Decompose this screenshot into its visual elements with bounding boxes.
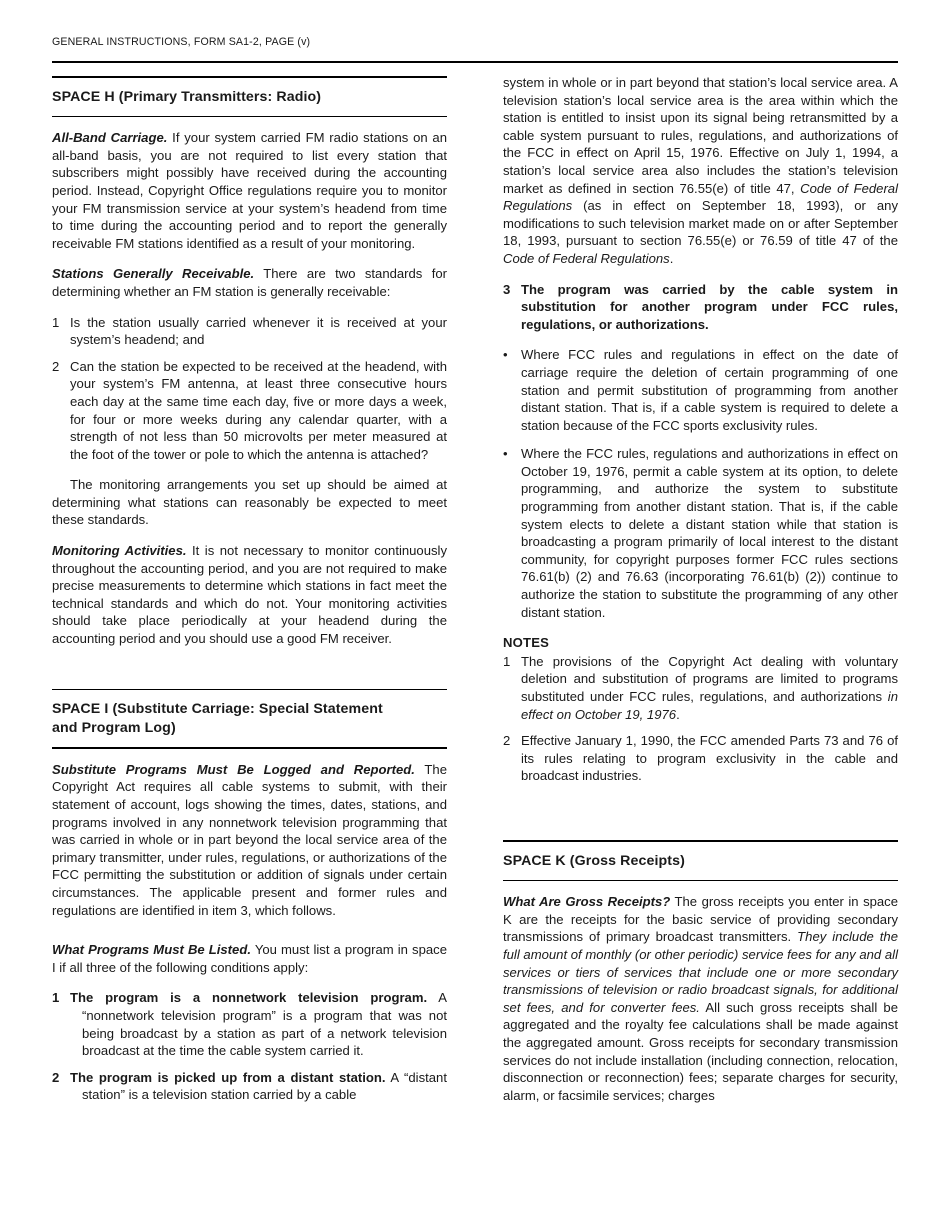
paragraph-what-programs-must-be-listed xyxy=(52,941,447,976)
text-continuation-part3: . xyxy=(669,250,674,266)
space-k-rule-top xyxy=(503,840,898,842)
space-k-title: SPACE K (Gross Receipts) xyxy=(503,852,685,869)
section-space-i xyxy=(52,689,447,749)
bullet-icon: • xyxy=(503,347,508,363)
list-text: Effective January 1, 1990, the FCC amended Parts 73 and 76 of its rules relating to program exclusivity in the cable and broadcast industries. xyxy=(521,733,898,784)
list-text: The program was carried by the cable system in substitution for another program under FCC rules, regulations, or authorizations. xyxy=(521,281,898,332)
list-marker: 1 xyxy=(503,653,511,669)
page-header: GENERAL INSTRUCTIONS, FORM SA1-2, PAGE (v) xyxy=(52,36,311,48)
section-space-k xyxy=(503,840,898,881)
space-i-title-line-2: and Program Log) xyxy=(52,720,176,737)
space-k-rule-bottom xyxy=(503,880,898,882)
list-item xyxy=(52,989,447,1059)
space-i-title-line-1: SPACE I (Substitute Carriage: Special Statement xyxy=(52,701,383,718)
space-i-rule-top xyxy=(52,689,447,691)
list-body: A “distant station” is a television station carried by a cable xyxy=(82,1069,447,1103)
runin-what-programs-must-be-listed: What Programs Must Be Listed. xyxy=(52,942,251,958)
list-fcc-substitution-bullets xyxy=(503,346,898,621)
runin-what-are-gross-receipts: What Are Gross Receipts? xyxy=(503,894,671,910)
list-text xyxy=(70,989,447,1059)
text-substitute-programs: The Copyright Act requires all cable systems to submit, with their statement of account, logs showing the times, dates, stations, and programs involved in any nonnetwork television programming that was carried in whole or in part beyond the local service area of the primary transmitter, under rules, regulations, or authorizations of the FCC permitting the substitution or addition of signals under certain circumstances. The applicable present and former rules and regulations are identified in item 3, which follows. xyxy=(52,761,447,918)
section-space-h xyxy=(52,76,447,117)
runin-substitute-programs: Substitute Programs Must Be Logged and Reported. xyxy=(52,761,415,777)
two-column-body xyxy=(52,74,898,1117)
citation-code-of-federal-regulations-2: Code of Federal Regulations xyxy=(503,250,670,266)
paragraph-substitute-programs xyxy=(52,761,447,919)
text-stations-generally-receivable: There are two standards for determining whether an FM station is generally receivable: xyxy=(52,266,447,299)
list-text xyxy=(521,653,898,723)
runin-monitoring-activities: Monitoring Activities. xyxy=(52,543,187,559)
text-gross-receipts-part1: The gross receipts you enter in space K are the receipts for the basic service of providing secondary transmissions of primary broadcast transmitters. xyxy=(503,894,899,945)
notes-heading: NOTES xyxy=(503,635,550,651)
paragraph-monitoring-activities xyxy=(52,542,447,648)
paragraph-spacer xyxy=(52,932,447,941)
list-item xyxy=(52,1069,447,1104)
text-continuation-part2: (as in effect on September 18, 1993), or any modifications to such television market made on or after September 18, 1993, pursuant to section 76.55(e) or 76.59 of title 47 of the xyxy=(503,198,898,249)
space-i-rule-bottom xyxy=(52,747,447,749)
note-tail: . xyxy=(676,706,680,722)
paragraph-stations-generally-receivable xyxy=(52,265,447,300)
paragraph-all-band-carriage xyxy=(52,129,447,252)
text-what-programs-must-be-listed: You must list a program in space I if all three of the following conditions apply: xyxy=(52,942,447,975)
text-monitoring-activities: It is not necessary to monitor continuously throughout the accounting period, and you are not required to make precise measurements to determine which stations in fact meet the technical standards and which do not. Your monitoring activities should take place periodically at your headend during the accounting period and you should use a good FM receiver. xyxy=(52,543,448,647)
list-item xyxy=(52,358,447,464)
list-receivability-standards xyxy=(52,314,447,464)
text-all-band-carriage: If your system carried FM radio stations on an all-band basis, you are not required to list every station that subscribers might possibly have received during the accounting period. Instead, Copyright Office regulations require you to monitor your FM transmission service at your system’s headend from time to time during the accounting period and to report the generally receivable FM stations identified as a result of your monitoring. xyxy=(52,130,447,251)
list-body: A “nonnetwork television program” is a program that was not being broadcast by a station as part of a network television broadcast at the time the cable system carried it. xyxy=(82,990,447,1059)
text-gross-receipts-italic: They include the full amount of monthly (or other periodic) service fees for any and all services or tiers of services that include one or more secondary transmissions of television or radio broadcast signals, for additional set fees, and for converter fees. xyxy=(503,929,898,1015)
section-spacer xyxy=(52,661,447,687)
space-h-title: SPACE H (Primary Transmitters: Radio) xyxy=(52,88,322,105)
list-item xyxy=(503,653,898,723)
note-body: The provisions of the Copyright Act dealing with voluntary deletion and substitution of programs are limited to programs substituted under FCC rules, regulations, and authorizations xyxy=(521,653,898,704)
text-continuation-part1: system in whole or in part beyond that station’s local service area. A television station’s local service area is the area within which the station is entitled to insist upon its signal being retransmitted by a cable system pursuant to rules, regulations, and authorizations of the FCC in effect on April 15, 1976. Effective on July 1, 1994, a station’s local service area also includes the station’s television market as defined in section 76.55(e) of title 47, xyxy=(503,75,898,196)
list-marker: 2 xyxy=(52,358,60,374)
left-column xyxy=(52,74,447,1117)
list-item xyxy=(503,281,898,334)
list-item xyxy=(503,732,898,785)
list-item xyxy=(503,346,898,434)
list-marker: 1 xyxy=(52,990,60,1006)
text-gross-receipts-part2: All such gross receipts shall be aggregated and the royalty fee calculations shall be made against the aggregated amount. Gross receipts for secondary transmission services do not include installation (including connection, relocation, disconnection or reconnection) fees; separate charges for security, alarm, or facsimile services; charges xyxy=(503,999,898,1103)
right-column xyxy=(503,74,898,1117)
list-marker: 1 xyxy=(52,314,60,330)
list-text xyxy=(70,1069,447,1104)
citation-code-of-federal-regulations-1: Code of Federal Regulations xyxy=(503,180,898,214)
space-h-rule-top xyxy=(52,76,447,78)
list-marker: 2 xyxy=(503,733,511,749)
list-marker: 3 xyxy=(503,281,511,297)
list-marker: 2 xyxy=(52,1069,60,1085)
space-h-rule-bottom xyxy=(52,116,447,118)
header-divider xyxy=(52,61,898,63)
runin-all-band-carriage: All-Band Carriage. xyxy=(52,130,168,146)
list-item xyxy=(503,445,898,621)
list-notes xyxy=(503,653,898,785)
list-text: Can the station be expected to be received at the headend, with your system’s FM antenna, at least three consecutive hours each day at the same time each day, five or more days a week, for four or more weeks during any calendar quarter, with a strength of not less than 50 microvolts per meter measured at the foot of the tower or pole to which the antenna is attached? xyxy=(70,358,447,462)
list-text: Where FCC rules and regulations in effect on the date of carriage require the deletion of certain programming of one station and permit substitution of programming from another distant station. That is, if a cable system is required to delete a station because of the FCC sports exclusivity rules. xyxy=(521,347,898,433)
list-condition-three xyxy=(503,281,898,334)
list-program-conditions xyxy=(52,989,447,1104)
paragraph-distant-station-continuation xyxy=(503,74,898,268)
section-spacer xyxy=(503,798,898,838)
bullet-icon: • xyxy=(503,446,508,462)
list-text: Is the station usually carried whenever it is received at your system’s headend; and xyxy=(70,314,447,348)
list-bold-lead: The program is picked up from a distant station. xyxy=(70,1069,386,1085)
list-text: Where the FCC rules, regulations and authorizations in effect on October 19, 1976, permit a cable system at its option, to delete programming, and authorize the system to substitute programming from another distant station. That is, if the cable system elects to delete a distant station while that station is broadcasting a program primarily of local interest to the distant community, for copyright purposes former FCC rules sections 76.61(b) (2) and 76.63 (incorporating 76.61(b) (2)) continue to authorize the station to substitute the programming of any other distant station. xyxy=(521,446,898,620)
paragraph-monitoring-arrangements: The monitoring arrangements you set up should be aimed at determining what stations can reasonably be expected to meet these standards. xyxy=(52,477,447,528)
runin-stations-generally-receivable: Stations Generally Receivable. xyxy=(52,266,255,282)
note-italic-tail: in effect on October 19, 1976 xyxy=(521,689,898,722)
paragraph-what-are-gross-receipts xyxy=(503,893,898,1104)
list-bold-lead: The program is a nonnetwork television program. xyxy=(70,990,428,1006)
list-item xyxy=(52,314,447,349)
